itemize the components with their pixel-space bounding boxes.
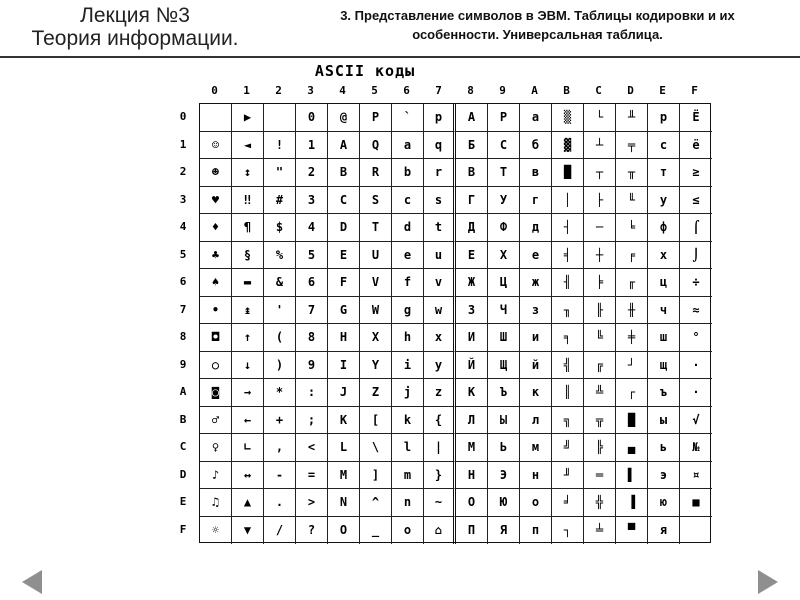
code-cell: ☺	[200, 132, 232, 160]
code-cell: Ж	[456, 269, 488, 297]
code-cell: ▼	[232, 517, 264, 545]
code-cell: ◙	[200, 379, 232, 407]
code-cell: ♀	[200, 434, 232, 462]
code-cell: └	[584, 104, 616, 132]
code-cell: ┌	[616, 379, 648, 407]
code-cell: д	[520, 214, 552, 242]
code-cell: Х	[488, 242, 520, 270]
code-cell: ┤	[552, 214, 584, 242]
code-cell: ▌	[616, 462, 648, 490]
code-cell: O	[328, 517, 360, 545]
column-header: 9	[499, 84, 506, 97]
code-cell: ╠	[584, 434, 616, 462]
code-cell: X	[360, 324, 392, 352]
code-cell: Б	[456, 132, 488, 160]
row-header: 6	[179, 275, 187, 288]
code-cell: Ё	[680, 104, 712, 132]
code-cell: 7	[296, 297, 328, 325]
code-cell: e	[392, 242, 424, 270]
code-cell: с	[648, 132, 680, 160]
code-cell: к	[520, 379, 552, 407]
code-cell: Й	[456, 352, 488, 380]
code-cell: ♂	[200, 407, 232, 435]
code-cell: R	[360, 159, 392, 187]
code-cell: =	[296, 462, 328, 490]
code-cell: 4	[296, 214, 328, 242]
code-cell: ┬	[584, 159, 616, 187]
code-cell: ♥	[200, 187, 232, 215]
lecture-header	[0, 4, 270, 50]
code-cell: ◘	[200, 324, 232, 352]
code-cell: Г	[456, 187, 488, 215]
code-cell: V	[360, 269, 392, 297]
code-cell: Ы	[488, 407, 520, 435]
code-cell: 6	[296, 269, 328, 297]
code-cell: ╬	[584, 489, 616, 517]
header-divider	[0, 56, 800, 58]
code-cell: ╣	[552, 352, 584, 380]
code-cell: ф	[648, 214, 680, 242]
lecture-number: Лекция №3	[80, 4, 190, 27]
code-cell: C	[328, 187, 360, 215]
code-cell: Л	[456, 407, 488, 435]
code-cell: М	[456, 434, 488, 462]
table-title: ASCII коды	[314, 62, 416, 80]
column-header: F	[691, 84, 698, 97]
code-cell: ь	[648, 434, 680, 462]
code-cell: i	[392, 352, 424, 380]
triangle-right-icon[interactable]	[758, 570, 778, 594]
code-cell: ╖	[552, 297, 584, 325]
code-cell: И	[456, 324, 488, 352]
code-cell: ←	[232, 407, 264, 435]
code-cell: a	[392, 132, 424, 160]
code-cell: А	[456, 104, 488, 132]
code-cell: ≈	[680, 297, 712, 325]
code-cell: ╝	[552, 434, 584, 462]
code-cell: ╫	[616, 297, 648, 325]
ascii-code-table	[199, 103, 711, 543]
code-cell: й	[520, 352, 552, 380]
code-cell: F	[328, 269, 360, 297]
code-cell: l	[392, 434, 424, 462]
code-cell: ⌠	[680, 214, 712, 242]
code-cell: в	[520, 159, 552, 187]
code-cell	[680, 517, 712, 545]
code-cell: $	[264, 214, 296, 242]
code-cell: ╕	[552, 324, 584, 352]
code-cell: т	[648, 159, 680, 187]
code-cell: ├	[584, 187, 616, 215]
code-cell: f	[392, 269, 424, 297]
code-cell: ▲	[232, 489, 264, 517]
code-cell: з	[520, 297, 552, 325]
code-cell: Д	[456, 214, 488, 242]
code-cell: N	[328, 489, 360, 517]
code-cell: -	[264, 462, 296, 490]
code-cell: <	[296, 434, 328, 462]
code-cell: √	[680, 407, 712, 435]
code-cell: 0	[296, 104, 328, 132]
code-cell: I	[328, 352, 360, 380]
code-cell: ¤	[680, 462, 712, 490]
column-header: C	[595, 84, 602, 97]
code-cell: ≥	[680, 159, 712, 187]
column-header: D	[627, 84, 634, 97]
code-cell: ♠	[200, 269, 232, 297]
code-cell: A	[328, 132, 360, 160]
code-cell: ж	[520, 269, 552, 297]
code-cell: ║	[552, 379, 584, 407]
code-cell: ╛	[552, 489, 584, 517]
code-cell: ▐	[616, 489, 648, 517]
code-cell: Q	[360, 132, 392, 160]
code-cell: ↕	[232, 159, 264, 187]
code-cell: 5	[296, 242, 328, 270]
code-cell: ─	[584, 214, 616, 242]
code-cell: S	[360, 187, 392, 215]
lecture-subject: Теория информации.	[31, 27, 239, 50]
code-cell: °	[680, 324, 712, 352]
code-cell: •	[200, 297, 232, 325]
code-cell: р	[648, 104, 680, 132]
code-cell: ╟	[584, 297, 616, 325]
code-cell: ÷	[680, 269, 712, 297]
code-cell: З	[456, 297, 488, 325]
row-header: A	[179, 385, 187, 398]
code-cell: ╦	[584, 407, 616, 435]
code-cell: ‼	[232, 187, 264, 215]
code-cell: ♪	[200, 462, 232, 490]
code-cell: ╞	[584, 269, 616, 297]
code-cell: ╘	[616, 214, 648, 242]
code-cell: ш	[648, 324, 680, 352]
code-cell: 2	[296, 159, 328, 187]
code-cell: я	[648, 517, 680, 545]
code-cell: \	[360, 434, 392, 462]
code-cell: ]	[360, 462, 392, 490]
code-cell: Ч	[488, 297, 520, 325]
code-cell: m	[392, 462, 424, 490]
code-cell: ы	[648, 407, 680, 435]
code-cell: б	[520, 132, 552, 160]
code-cell: ♣	[200, 242, 232, 270]
code-cell: ╙	[616, 187, 648, 215]
code-cell: j	[392, 379, 424, 407]
row-header: E	[179, 495, 187, 508]
code-cell: W	[360, 297, 392, 325]
code-cell	[264, 104, 296, 132]
code-cell: u	[424, 242, 456, 270]
code-cell: ∟	[232, 434, 264, 462]
code-cell: |	[424, 434, 456, 462]
code-cell: E	[328, 242, 360, 270]
code-cell: Ф	[488, 214, 520, 242]
code-cell: │	[552, 187, 584, 215]
code-cell: о	[520, 489, 552, 517]
code-cell: K	[328, 407, 360, 435]
code-cell: Z	[360, 379, 392, 407]
code-cell: [	[360, 407, 392, 435]
code-cell: В	[456, 159, 488, 187]
code-cell: №	[680, 434, 712, 462]
code-cell: Ь	[488, 434, 520, 462]
code-cell: B	[328, 159, 360, 187]
code-cell: Ц	[488, 269, 520, 297]
code-cell: ъ	[648, 379, 680, 407]
code-cell: ¶	[232, 214, 264, 242]
topic-line-2: особенности. Универсальная таблица.	[412, 27, 663, 42]
code-cell: ю	[648, 489, 680, 517]
code-cell: L	[328, 434, 360, 462]
code-cell: J	[328, 379, 360, 407]
code-cell	[200, 104, 232, 132]
code-cell: w	[424, 297, 456, 325]
code-cell: &	[264, 269, 296, 297]
code-cell: ┘	[616, 352, 648, 380]
code-cell: е	[520, 242, 552, 270]
code-cell: ↔	[232, 462, 264, 490]
code-cell: ╜	[552, 462, 584, 490]
column-header: 4	[339, 84, 346, 97]
code-cell: "	[264, 159, 296, 187]
triangle-left-icon[interactable]	[22, 570, 42, 594]
code-cell: ▶	[232, 104, 264, 132]
code-cell: ↑	[232, 324, 264, 352]
code-cell: :	[296, 379, 328, 407]
code-cell: ╢	[552, 269, 584, 297]
code-cell: ▓	[552, 132, 584, 160]
code-cell: h	[392, 324, 424, 352]
code-cell: ⌂	[424, 517, 456, 545]
code-cell: э	[648, 462, 680, 490]
code-cell: s	[424, 187, 456, 215]
row-header: 3	[179, 192, 187, 206]
code-cell: M	[328, 462, 360, 490]
code-cell: .	[264, 489, 296, 517]
row-header: 5	[179, 247, 187, 261]
code-cell: ↨	[232, 297, 264, 325]
column-header: 8	[467, 84, 474, 97]
code-cell: █	[552, 159, 584, 187]
code-cell: х	[648, 242, 680, 270]
code-cell: О	[456, 489, 488, 517]
code-cell: ╒	[616, 242, 648, 270]
code-cell: ╓	[616, 269, 648, 297]
code-cell: ┴	[584, 132, 616, 160]
code-cell: Y	[360, 352, 392, 380]
code-cell: D	[328, 214, 360, 242]
code-cell: >	[296, 489, 328, 517]
code-cell: К	[456, 379, 488, 407]
row-header: B	[179, 412, 187, 426]
code-cell: Т	[488, 159, 520, 187]
code-cell: ^	[360, 489, 392, 517]
code-cell: §	[232, 242, 264, 270]
code-cell: k	[392, 407, 424, 435]
code-cell: (	[264, 324, 296, 352]
code-cell: '	[264, 297, 296, 325]
code-cell: ?	[296, 517, 328, 545]
code-cell: ╡	[552, 242, 584, 270]
code-cell: У	[488, 187, 520, 215]
code-cell: ≤	[680, 187, 712, 215]
code-cell: ╚	[584, 324, 616, 352]
code-cell: }	[424, 462, 456, 490]
code-cell: *	[264, 379, 296, 407]
code-cell: ·	[680, 352, 712, 380]
code-cell: 9	[296, 352, 328, 380]
code-cell: ╩	[584, 379, 616, 407]
code-cell: P	[360, 104, 392, 132]
code-cell: м	[520, 434, 552, 462]
column-header: 0	[211, 84, 218, 97]
code-cell: G	[328, 297, 360, 325]
topic-line-1: 3. Представление символов в ЭВМ. Таблицы кодировки и их	[340, 8, 735, 23]
code-cell: ╗	[552, 407, 584, 435]
code-cell: ;	[296, 407, 328, 435]
column-header: A	[531, 84, 538, 97]
code-cell: T	[360, 214, 392, 242]
code-cell: ╔	[584, 352, 616, 380]
code-cell: 3	[296, 187, 328, 215]
column-header: E	[659, 84, 666, 97]
code-cell: @	[328, 104, 360, 132]
row-header: D	[179, 467, 187, 481]
code-cell: ⌡	[680, 242, 712, 270]
code-cell: ♦	[200, 214, 232, 242]
row-header: 1	[179, 137, 187, 151]
code-cell: y	[424, 352, 456, 380]
code-cell: 1	[296, 132, 328, 160]
code-cell: а	[520, 104, 552, 132]
code-cell: ч	[648, 297, 680, 325]
row-header: C	[179, 440, 187, 453]
code-cell: q	[424, 132, 456, 160]
code-cell: ◄	[232, 132, 264, 160]
column-header: B	[563, 84, 570, 97]
code-cell: H	[328, 324, 360, 352]
code-cell: v	[424, 269, 456, 297]
code-cell: z	[424, 379, 456, 407]
code-cell: d	[392, 214, 424, 242]
row-header: 8	[179, 330, 187, 343]
code-cell: Э	[488, 462, 520, 490]
code-cell: )	[264, 352, 296, 380]
code-cell: н	[520, 462, 552, 490]
row-header: 0	[179, 110, 187, 123]
code-cell: ▬	[232, 269, 264, 297]
code-cell: ▄	[616, 434, 648, 462]
code-cell: o	[392, 517, 424, 545]
code-cell: !	[264, 132, 296, 160]
code-cell: Е	[456, 242, 488, 270]
code-cell: ╪	[616, 324, 648, 352]
code-cell: t	[424, 214, 456, 242]
code-cell: Ш	[488, 324, 520, 352]
code-cell: ╤	[616, 132, 648, 160]
code-cell: Ю	[488, 489, 520, 517]
code-cell: r	[424, 159, 456, 187]
code-cell: ┼	[584, 242, 616, 270]
code-cell: U	[360, 242, 392, 270]
code-cell: _	[360, 517, 392, 545]
code-cell: #	[264, 187, 296, 215]
code-cell: ·	[680, 379, 712, 407]
code-cell: Ъ	[488, 379, 520, 407]
row-header: F	[179, 522, 187, 536]
slide-topic	[285, 6, 790, 44]
code-cell: ▀	[616, 517, 648, 545]
column-header: 1	[243, 84, 250, 97]
code-cell: {	[424, 407, 456, 435]
code-cell: ↓	[232, 352, 264, 380]
code-cell: p	[424, 104, 456, 132]
code-cell: ц	[648, 269, 680, 297]
row-header: 9	[179, 357, 187, 371]
code-cell: →	[232, 379, 264, 407]
code-cell: С	[488, 132, 520, 160]
code-cell: /	[264, 517, 296, 545]
code-cell: щ	[648, 352, 680, 380]
code-cell: b	[392, 159, 424, 187]
code-cell: ┐	[552, 517, 584, 545]
code-cell: ♫	[200, 489, 232, 517]
code-cell: ■	[680, 489, 712, 517]
column-header: 6	[403, 84, 410, 97]
code-cell: Я	[488, 517, 520, 545]
code-cell: у	[648, 187, 680, 215]
code-cell: г	[520, 187, 552, 215]
row-header: 2	[179, 165, 187, 178]
code-cell: %	[264, 242, 296, 270]
row-header: 7	[179, 302, 187, 316]
code-cell: Р	[488, 104, 520, 132]
code-cell: +	[264, 407, 296, 435]
code-cell: 8	[296, 324, 328, 352]
code-cell: Н	[456, 462, 488, 490]
column-header: 7	[435, 84, 442, 97]
code-cell: ○	[200, 352, 232, 380]
code-cell: ,	[264, 434, 296, 462]
code-cell: ╨	[616, 104, 648, 132]
code-cell: g	[392, 297, 424, 325]
code-cell: c	[392, 187, 424, 215]
code-cell: ~	[424, 489, 456, 517]
row-header: 4	[179, 220, 187, 233]
code-cell: x	[424, 324, 456, 352]
code-cell: п	[520, 517, 552, 545]
code-cell: Щ	[488, 352, 520, 380]
code-cell: ☼	[200, 517, 232, 545]
column-header: 3	[307, 84, 314, 97]
column-header: 2	[275, 84, 282, 97]
code-cell: ╧	[584, 517, 616, 545]
code-cell: ё	[680, 132, 712, 160]
code-cell: `	[392, 104, 424, 132]
code-cell: и	[520, 324, 552, 352]
code-cell: П	[456, 517, 488, 545]
code-cell: ╥	[616, 159, 648, 187]
code-cell: n	[392, 489, 424, 517]
code-cell: ▒	[552, 104, 584, 132]
code-cell: █	[616, 407, 648, 435]
code-cell: л	[520, 407, 552, 435]
column-header: 5	[371, 84, 378, 97]
code-cell: ☻	[200, 159, 232, 187]
code-cell: ═	[584, 462, 616, 490]
